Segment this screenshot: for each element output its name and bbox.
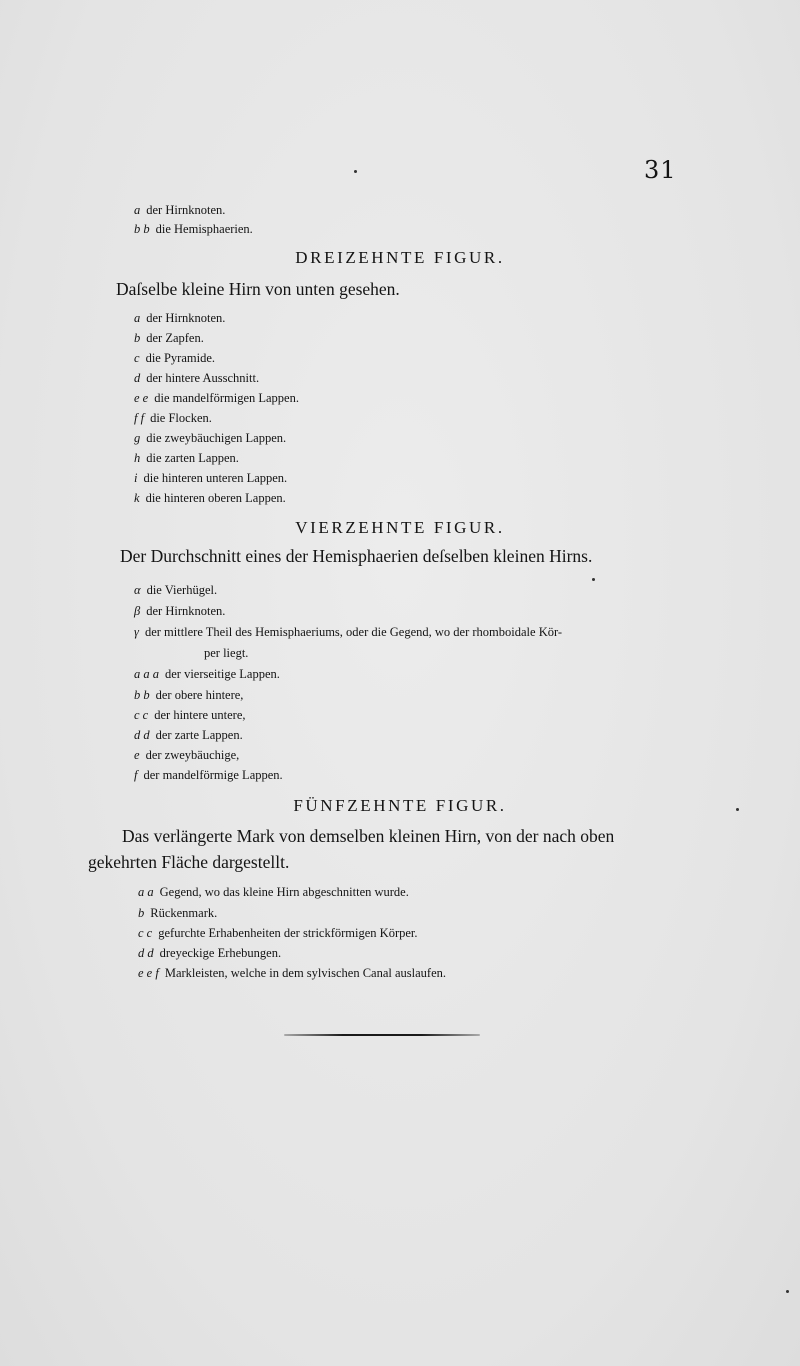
item-text: der mittlere Theil des Hemisphaeriums, oder die Gegend, wo der rhomboidale Kör- (144, 625, 563, 639)
section-caption: Der Durchschnitt eines der Hemisphaerien deſselben kleinen Hirns. (120, 546, 593, 566)
list-item (134, 582, 217, 598)
item-key: h (134, 451, 141, 465)
paper-speck (786, 1290, 789, 1293)
item-text: die zarten Lappen. (146, 451, 239, 465)
item-key: γ (134, 625, 139, 639)
item-key: b (134, 331, 141, 345)
item-text: die hinteren oberen Lappen. (145, 491, 286, 505)
item-text: der obere hintere, (155, 688, 244, 702)
list-item (134, 330, 204, 346)
item-text: die Hemisphaerien. (155, 222, 253, 236)
section-caption: Daſselbe kleine Hirn von unten gesehen. (116, 279, 400, 299)
item-key: a a (138, 885, 154, 899)
item-text: Markleisten, welche in dem sylvischen Canal auslaufen. (164, 966, 446, 980)
item-text: der Zapfen. (146, 331, 204, 345)
page-number: 31 (644, 156, 677, 184)
paper-speck (736, 808, 739, 811)
list-item-continuation (204, 645, 248, 661)
item-text: der Hirnknoten. (146, 311, 226, 325)
list-item (134, 350, 215, 366)
item-key: e (134, 748, 140, 762)
item-key: β (134, 604, 141, 618)
item-key: k (134, 491, 140, 505)
item-text: der hintere untere, (154, 708, 246, 722)
list-item (134, 767, 283, 783)
section-heading: VIERZEHNTE FIGUR. (295, 518, 505, 537)
paper-speck (354, 170, 357, 173)
item-key: d d (138, 946, 154, 960)
item-text: per liegt. (204, 646, 249, 660)
list-item (134, 666, 280, 682)
item-key: c (134, 351, 140, 365)
item-key: b b (134, 222, 150, 236)
list-item (134, 430, 286, 446)
list-item (138, 965, 446, 981)
item-text: die zweybäuchigen Lappen. (146, 431, 287, 445)
item-text: der mandelförmige Lappen. (143, 768, 283, 782)
item-key: d (134, 371, 141, 385)
item-text: die hinteren unteren Lappen. (143, 471, 288, 485)
item-key: g (134, 431, 141, 445)
item-text: der Hirnknoten. (146, 604, 226, 618)
item-key: b b (134, 688, 150, 702)
item-key: b (138, 906, 145, 920)
end-rule (284, 1034, 480, 1036)
item-text: Gegend, wo das kleine Hirn abgeschnitten wurde. (159, 885, 409, 899)
item-text: gefurchte Erhabenheiten der strickförmigen Körper. (158, 926, 418, 940)
item-text: Rückenmark. (150, 906, 218, 920)
list-item (134, 410, 212, 426)
section-heading: DREIZEHNTE FIGUR. (295, 248, 505, 267)
list-item (134, 624, 562, 640)
item-text: der Hirnknoten. (146, 203, 226, 217)
list-item (134, 370, 259, 386)
item-key: e e f (138, 966, 159, 980)
item-key: α (134, 583, 141, 597)
item-key: e e (134, 391, 149, 405)
list-item (134, 490, 286, 506)
item-text: der vierseitige Lappen. (165, 667, 280, 681)
item-text: die Pyramide. (145, 351, 215, 365)
item-text: der hintere Ausschnitt. (146, 371, 260, 385)
list-item (134, 310, 225, 326)
list-item (134, 390, 299, 406)
item-text: dreyeckige Erhebungen. (159, 946, 282, 960)
item-key: i (134, 471, 138, 485)
item-text: der zweybäuchige, (145, 748, 240, 762)
item-key: d d (134, 728, 150, 742)
item-key: a a a (134, 667, 159, 681)
item-key: a (134, 311, 141, 325)
list-item (134, 470, 287, 486)
section-heading: FÜNFZEHNTE FIGUR. (293, 796, 507, 815)
item-text: der zarte Lappen. (155, 728, 243, 742)
list-item (134, 450, 239, 466)
item-text: die Flocken. (150, 411, 212, 425)
list-item (138, 905, 217, 921)
item-key: a (134, 203, 141, 217)
paper-speck (592, 578, 595, 581)
list-item (134, 687, 243, 703)
item-text: die mandelförmigen Lappen. (154, 391, 299, 405)
list-item (134, 747, 239, 763)
item-key: c c (138, 926, 153, 940)
item-key: c c (134, 708, 149, 722)
list-item (134, 727, 243, 743)
section-caption: Das verlängerte Mark von demselben kleinen Hirn, von der nach oben (122, 826, 615, 846)
item-text: die Vierhügel. (146, 583, 218, 597)
list-item (134, 707, 246, 723)
list-item (134, 221, 253, 237)
list-item (134, 603, 225, 619)
item-key: f f (134, 411, 145, 425)
item-key: f (134, 768, 138, 782)
list-item (138, 925, 418, 941)
list-item (138, 945, 281, 961)
list-item (138, 884, 409, 900)
list-item (134, 202, 225, 218)
section-caption-continuation: gekehrten Fläche dargestellt. (88, 852, 290, 872)
